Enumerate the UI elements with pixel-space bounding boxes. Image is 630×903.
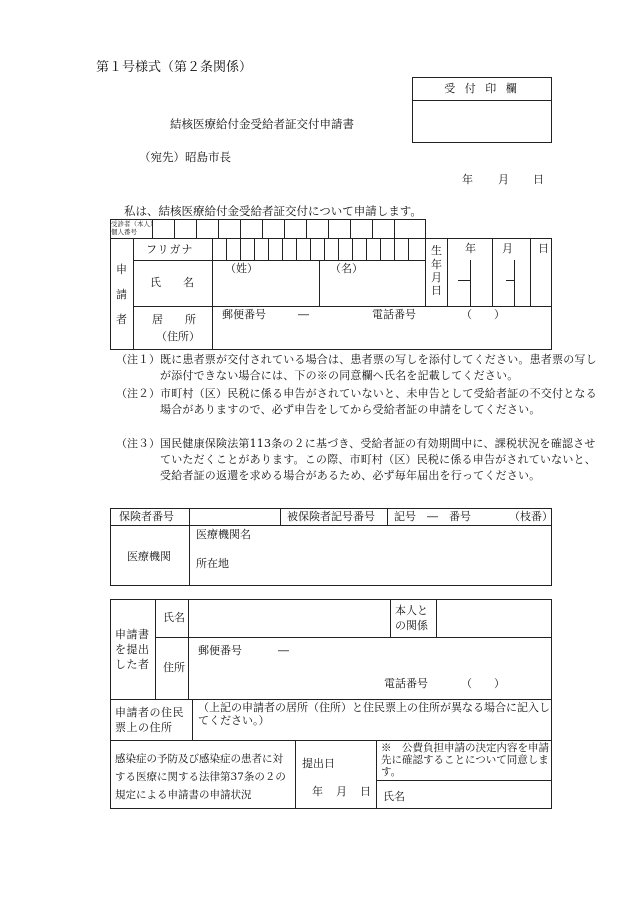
surname-label: （姓） <box>225 262 258 275</box>
birth-month-label: 月 <box>502 242 513 255</box>
consent-name-label: 氏名 <box>383 790 405 803</box>
submitter-name-label: 氏名 <box>163 611 185 624</box>
insured-symbol-label: 被保険者記号番号 <box>287 510 375 523</box>
submitter-postal-dash: ― <box>278 644 289 657</box>
relation-label: 本人との関係 <box>395 604 428 632</box>
note-2-label: （注２） <box>116 387 160 400</box>
branch-number-label: （枝番） <box>509 510 553 523</box>
applicant-postal-dash: ― <box>298 308 309 321</box>
note-2 <box>116 386 600 434</box>
consent-text: ※ 公費負担申請の決定内容を申請先に確認することについて同意します。 <box>381 742 549 778</box>
form-title: 結核医療給付金受給者証交付申請書 <box>170 117 354 131</box>
birth-label-2: 年 <box>431 258 442 271</box>
submitter-address-label: 住所 <box>163 661 185 674</box>
medical-institution-label: 医療機関 <box>127 550 171 563</box>
form-number: 第１号様式（第２条関係） <box>96 60 253 75</box>
note-1-text: 既に患者票が交付されている場合は、患者票の写しを添付してください。患者票の写しが添付できない場合には、下の※の同意欄へ氏名を記載してください。 <box>160 353 597 382</box>
note-3 <box>116 436 600 500</box>
birth-day-label: 日 <box>538 242 549 255</box>
applicant-side-label-3: 者 <box>116 313 127 326</box>
birth-label-3: 月 <box>431 271 442 284</box>
birth-label-1: 生 <box>431 244 442 257</box>
addressee: （宛先）昭島市長 <box>139 150 231 164</box>
note-2-text: 市町村（区）民税に係る申告がされていないと、未申告として受給者証の不交付となる場合がありますので、必ず申告をしてから受給者証の申請をしてください。 <box>160 387 597 416</box>
applicant-side-label-2: 請 <box>116 288 127 301</box>
date-month: 月 <box>498 173 509 186</box>
resident-address-label: 申請者の住民票上の住所 <box>115 706 184 734</box>
intro-text: 私は、結核医療給付金受給者証交付について申請します。 <box>124 204 422 218</box>
note-3-text: 国民健康保険法第113条の２に基づき、受給者証の有効期間中に、課税状況を確認させていただくことがあります。この際、市町村（区）民税に係る申告がされていないと、受給者証の返還を求める場合があるため、必ず毎年届出を行ってください。 <box>160 437 596 482</box>
id-label-1: 受診者（本人） <box>111 220 157 228</box>
residence-label: 居 所 <box>152 313 196 326</box>
individual-number-field[interactable] <box>110 219 426 239</box>
residence-sub-label: （住所） <box>156 330 200 343</box>
birth-label-4: 日 <box>431 284 442 297</box>
submit-date-label: 提出日 <box>302 757 335 770</box>
note-1-label: （注１） <box>116 353 160 366</box>
insurer-number-label: 保険者番号 <box>119 510 174 523</box>
date-day: 日 <box>533 173 544 186</box>
id-label-2: 個人番号 <box>111 228 137 236</box>
applicant-postal-label: 郵便番号 <box>222 308 266 321</box>
location-label: 所在地 <box>196 557 229 570</box>
applicant-side-label-1: 申 <box>116 263 127 276</box>
submitter-postal-label: 郵便番号 <box>198 644 242 657</box>
submitter-side-label: 申請書を提出した者 <box>115 628 150 671</box>
given-name-label: （名） <box>330 262 363 275</box>
applicant-phone-label: 電話番号 <box>372 308 416 321</box>
applicant-phone-paren: （ ） <box>461 308 505 321</box>
resident-address-note: （上記の申請者の居所（住所）と住民票上の住所が異なる場合に記入してください。） <box>198 701 550 727</box>
symbol-number-label: 記号 ― 番号 <box>394 510 471 523</box>
birth-year-label: 年 <box>465 242 476 255</box>
law-status-label: 感染症の予防及び感染症の患者に対する医療に関する法律第37条の２の規定による申請書の申請状況 <box>115 753 286 801</box>
name-label: 氏 名 <box>150 276 194 289</box>
note-3-label: （注３） <box>116 437 160 450</box>
furigana-label: フリガナ <box>146 243 194 256</box>
institution-name-label: 医療機関名 <box>196 528 251 541</box>
date-year: 年 <box>462 173 473 186</box>
note-1 <box>116 352 600 384</box>
submitter-phone-label: 電話番号 <box>384 677 428 690</box>
submitter-phone-paren: （ ） <box>461 677 505 690</box>
submit-ymd: 年 月 日 <box>312 785 372 798</box>
reception-stamp-label: 受 付 印 欄 <box>444 82 520 95</box>
